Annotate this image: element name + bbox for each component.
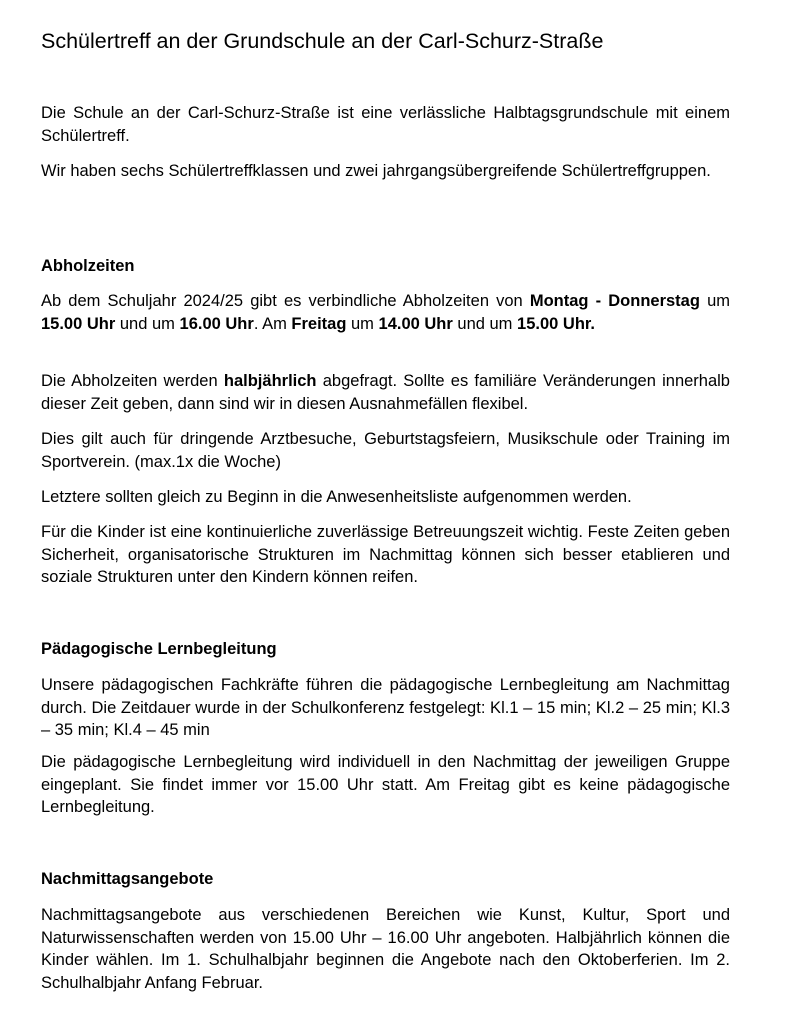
intro-paragraph-2: Wir haben sechs Schülertreffklassen und zwei jahrgangsübergreifende Schülertreffgruppen. — [41, 162, 711, 180]
page-title: Schülertreff an der Grundschule an der Carl-Schurz-Straße — [41, 29, 604, 53]
abholzeiten-paragraph-1 — [41, 290, 730, 335]
intro-paragraph-1: Die Schule an der Carl-Schurz-Straße ist eine verlässliche Halbtagsgrundschule mit einem Schülertreff. — [41, 104, 730, 145]
abholzeiten-paragraph-4: Letztere sollten gleich zu Beginn in die Anwesenheitsliste aufgenommen werden. — [41, 488, 632, 506]
text-run: um — [346, 314, 379, 333]
text-run: und um — [115, 314, 180, 333]
section-heading-abholzeiten: Abholzeiten — [41, 257, 135, 275]
bold-halbjaehrlich: halbjährlich — [223, 372, 317, 390]
section-heading-nachmittagsangebote: Nachmittagsangebote — [41, 870, 214, 888]
section-heading-lernbegleitung: Pädagogische Lernbegleitung — [41, 640, 277, 658]
lernbegleitung-paragraph-2: Die pädagogische Lernbegleitung wird individuell in den Nachmittag der jeweiligen Gruppe eingeplant. Sie findet immer vor 15.00 Uhr statt. Am Freitag gibt es keine pädagogische Lernbegleitung. — [41, 753, 730, 816]
text-run: Ab dem Schuljahr 2024/25 gibt es verbindliche Abholzeiten von — [41, 292, 530, 310]
nachmittagsangebote-paragraph-1: Nachmittagsangebote aus verschiedenen Bereichen wie Kunst, Kultur, Sport und Naturwissenschaften werden von 15.00 Uhr – 16.00 Uhr angeboten. Halbjährlich können die Kinder wählen. Im 1. Schulhalbjahr beginnen die Angebote nach den Oktoberferien. Im 2. Schulhalbjahr Anfang Februar. — [41, 906, 730, 992]
text-run: Die Abholzeiten werden — [41, 372, 224, 390]
bold-time: 15.00 Uhr. — [517, 314, 595, 333]
abholzeiten-paragraph-5: Für die Kinder ist eine kontinuierliche zuverlässige Betreuungszeit wichtig. Feste Zeiten geben Sicherheit, organisatorische Strukturen im Nachmittag können sich besser etablieren und soziale Strukturen unter den Kindern können reifen. — [41, 523, 730, 586]
text-run: . Am — [253, 314, 292, 333]
lernbegleitung-paragraph-1: Unsere pädagogischen Fachkräfte führen die pädagogische Lernbegleitung am Nachmittag durch. Die Zeitdauer wurde in der Schulkonferenz festgelegt: Kl.1 – 15 min; Kl.2 – 25 min; Kl.3 – 35 min; Kl.4 – 45 min — [41, 676, 730, 739]
abholzeiten-paragraph-2 — [41, 370, 730, 415]
text-run: um — [699, 292, 730, 310]
bold-time: 16.00 Uhr — [179, 314, 254, 333]
abholzeiten-paragraph-3: Dies gilt auch für dringende Arztbesuche, Geburtstagsfeiern, Musikschule oder Training im Sportverein. (max.1x die Woche) — [41, 430, 730, 471]
text-run: und um — [452, 314, 518, 333]
bold-time: 14.00 Uhr — [378, 314, 453, 333]
bold-friday: Freitag — [291, 314, 347, 333]
text-run: abgefragt. Sollte es familiäre Veränderungen innerhalb dieser Zeit geben, dann sind wir in diesen Ausnahmefällen flexibel. — [41, 372, 730, 413]
bold-time: 15.00 Uhr — [41, 314, 116, 333]
bold-weekdays: Montag - Donnerstag — [529, 292, 700, 310]
